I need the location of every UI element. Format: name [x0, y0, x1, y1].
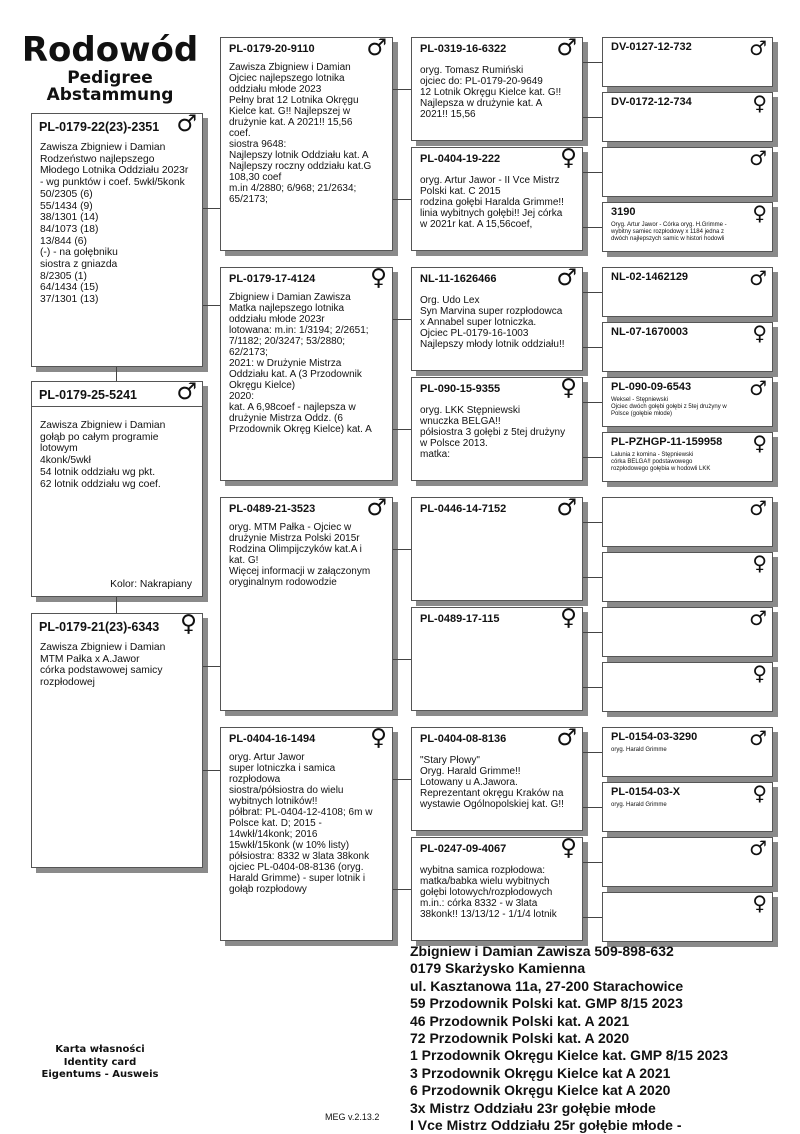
ring-number: DV-0172-12-734 [611, 96, 692, 108]
great-grandparent-card[interactable] [411, 377, 583, 481]
owner-line: 72 Przodownik Polski kat. A 2020 [410, 1030, 630, 1047]
connector-line [203, 666, 220, 667]
connector-line [583, 347, 602, 348]
female-symbol-icon: ♀ [752, 662, 767, 685]
connector-line [116, 367, 117, 381]
connector-line [583, 227, 602, 228]
pigeon-description: oryg. Harald Grimme [611, 747, 667, 753]
ring-number: DV-0127-12-732 [611, 41, 692, 53]
male-symbol-icon: ♂ [749, 267, 767, 290]
ring-number: PL-0404-19-222 [420, 153, 501, 165]
ring-number: PL-0319-16-6322 [420, 43, 507, 55]
ring-number: PL-0404-16-1494 [229, 733, 316, 745]
connector-line [116, 597, 117, 613]
pigeon-description: oryg. Artur Jawor - II Vce Mistrz Polski kat. C 2015 rodzina gołębi Haralda Grimme!! linia wybitnych gołębi!! Jej córka w 2021r kat. A 15,56coef, [420, 175, 564, 230]
great-great-grandparent-card[interactable] [602, 147, 773, 197]
great-great-grandparent-card[interactable] [602, 892, 773, 942]
pigeon-description: oryg. Artur Jawor super lotniczka i samica rozpłodowa siostra/półsiostra do wielu wybitnych lotników!! półbrat: PL-0404-12-4108; 6m w Polsce kat. D; 2015 - 14wkł/14konk; 2016 15wkł/15konk (w 10% listy) półsiostra: 8332 w 3lata 38konk ojciec PL-0404-08-8136 (oryg. Harald Grimme) - super lotnik i gołąb rozpłodowy [229, 752, 373, 895]
mother-card[interactable] [31, 613, 203, 868]
female-symbol-icon: ♀ [560, 837, 577, 861]
connector-line [393, 199, 411, 200]
male-symbol-icon: ♂ [749, 607, 767, 630]
grandparent-card[interactable] [220, 267, 393, 481]
female-symbol-icon: ♀ [370, 727, 387, 751]
great-great-grandparent-card[interactable] [602, 37, 773, 87]
great-grandparent-card[interactable] [411, 607, 583, 711]
great-grandparent-card[interactable] [411, 267, 583, 371]
male-symbol-icon: ♂ [749, 837, 767, 860]
connector-line [583, 687, 602, 688]
ring-number: PL-PZHGP-11-159958 [611, 436, 723, 448]
great-grandparent-card[interactable] [411, 147, 583, 251]
ring-number: PL-0179-21(23)-6343 [39, 620, 160, 634]
identity-card-label [0, 1044, 200, 1082]
female-symbol-icon: ♀ [752, 322, 767, 345]
great-great-grandparent-card[interactable] [602, 552, 773, 602]
ring-number: PL-0154-03-3290 [611, 731, 698, 743]
female-symbol-icon: ♀ [560, 147, 577, 171]
subtitle-en: Pedigree [67, 68, 153, 88]
pigeon-description: Zawisza Zbigniew i Damian Rodzeństwo najlepszego Młodego Lotnika Oddziału 2023r - wg punktów i coef. 5wkł/5konk 50/2305 (6) 55/1434 (9) 38/1301 (14) 84/1073 (18) 13/844 (6) (-) - na gołębniku siostra z gniazda 8/2305 (1) 64/1434 (15) 37/1301 (13) [40, 142, 189, 306]
female-symbol-icon: ♀ [370, 267, 387, 291]
ring-number: PL-090-09-6543 [611, 381, 692, 393]
ring-number: PL-0179-20-9110 [229, 43, 315, 55]
pigeon-description: Lalunia z komina - Stępniewski córka BELGA!! podstawowego rozpłodowego gołębia w hodowli LKK [611, 452, 711, 472]
owner-line: 59 Przodownik Polski kat. GMP 8/15 2023 [410, 995, 683, 1012]
ring-number: PL-0404-08-8136 [420, 733, 507, 745]
owner-line: 6 Przodownik Okręgu Kielce kat A 2020 [410, 1082, 671, 1099]
ring-number: PL-0154-03-X [611, 786, 681, 798]
great-great-grandparent-card[interactable] [602, 607, 773, 657]
male-symbol-icon: ♂ [366, 497, 387, 521]
ring-number: PL-0179-22(23)-2351 [39, 120, 160, 134]
pigeon-description: wybitna samica rozpłodowa: matka/babka wielu wybitnych gołębi lotowych/rozpłodowych m.in.: córka 8332 - w 3lata 38konk!! 13/13/12 - 1/1/4 lotnik [420, 865, 557, 920]
father-card[interactable] [31, 381, 203, 597]
pigeon-description: Zbigniew i Damian Zawisza Matka najlepszego lotnika oddziału młode 2023r lotowana: m.in: 1/3194; 2/2651; 7/1182; 20/3247; 53/2880; 62/2173; 2021: w Drużynie Mistrza Oddziału kat. A (3 Przodownik Okręgu Kielce) 2020: kat. A 6,98coef - najlepsza w drużynie Mistrza Oddz. (6 Przodownik Okręg Kielce) kat. A [229, 292, 372, 435]
ring-number: PL-0489-21-3523 [229, 503, 316, 515]
connector-line [583, 62, 602, 63]
great-grandparent-card[interactable] [411, 727, 583, 831]
header-divider [32, 406, 202, 407]
great-great-grandparent-card[interactable] [602, 727, 773, 777]
ring-number: PL-0179-17-4124 [229, 273, 316, 285]
ring-number: NL-02-1462129 [611, 271, 689, 283]
connector-line [583, 632, 602, 633]
owner-line: 46 Przodownik Polski kat. A 2021 [410, 1012, 630, 1029]
ring-number: PL-0247-09-4067 [420, 843, 507, 855]
great-great-grandparent-card[interactable] [602, 322, 773, 372]
connector-line [583, 577, 602, 578]
connector-line [583, 522, 602, 523]
great-grandparent-card[interactable] [411, 837, 583, 941]
great-great-grandparent-card[interactable] [602, 662, 773, 712]
connector-line [583, 862, 602, 863]
ring-number: NL-07-1670003 [611, 326, 689, 338]
owner-info [410, 943, 728, 1134]
connector-line [583, 172, 602, 173]
owner-line: 0179 Skarżysko Kamienna [410, 960, 586, 977]
pigeon-description: oryg. Tomasz Rumiński ojciec do: PL-0179-20-9649 12 Lotnik Okręgu Kielce kat. G!! Najlepsza w drużynie kat. A 2021!! 15,56 [420, 65, 562, 120]
female-symbol-icon: ♀ [180, 613, 197, 637]
great-grandparent-card[interactable] [411, 37, 583, 141]
great-great-grandparent-card[interactable] [602, 432, 773, 482]
pigeon-description: Oryg. Artur Jawor - Córka oryg. H.Grimme - wybitny samiec rozpłodowy x 1184 jedna z dwóch najlepszych samic w histori hodowli [611, 222, 727, 242]
ring-number: PL-0446-14-7152 [420, 503, 507, 515]
owner-line: 1 Przodownik Okręgu Kielce kat. GMP 8/15 2023 [410, 1047, 728, 1064]
pigeon-card[interactable] [31, 113, 203, 367]
card-line-en: Identity card [63, 1056, 137, 1068]
pigeon-description: Zawisza Zbigniew i Damian gołąb po całym programie lotowym 4konk/5wkł 54 lotnik oddziału wg pkt. 62 lotnik oddziału wg coef. [40, 420, 166, 490]
male-symbol-icon: ♂ [749, 497, 767, 520]
male-symbol-icon: ♂ [749, 147, 767, 170]
page-title: Rodowód [21, 30, 199, 70]
male-symbol-icon: ♂ [556, 497, 577, 521]
pigeon-description: Zawisza Zbigniew i Damian Ojciec najlepszego lotnika oddziału młode 2023 Pełny brat 12 Lotnika Okręgu Kielce kat. G!! Najlepszej w drużynie kat. A 2021!! 15,56 coef. siostra 9648: Najlepszy lotnik Oddziału kat. A Najlepszy roczny oddziału kat.G 108,30 coef m.in 4/2880; 6/968; 21/2634; 65/2173; [229, 62, 372, 205]
connector-line [203, 208, 220, 209]
great-great-grandparent-card[interactable] [602, 92, 773, 142]
owner-line: ul. Kasztanowa 11a, 27-200 Starachowice [410, 977, 684, 994]
male-symbol-icon: ♂ [556, 727, 577, 751]
connector-line [393, 429, 411, 430]
great-great-grandparent-card[interactable] [602, 267, 773, 317]
connector-line [583, 402, 602, 403]
great-great-grandparent-card[interactable] [602, 377, 773, 427]
connector-line [583, 457, 602, 458]
female-symbol-icon: ♀ [560, 607, 577, 631]
male-symbol-icon: ♂ [176, 113, 197, 137]
card-line-de: Eigentums - Ausweis [41, 1069, 159, 1080]
owner-line: I Vce Mistrz Oddziału 25r gołębie młode - [410, 1117, 682, 1134]
male-symbol-icon: ♂ [556, 267, 577, 291]
connector-line [393, 319, 411, 320]
male-symbol-icon: ♂ [556, 37, 577, 61]
ring-number: NL-11-1626466 [420, 273, 497, 285]
female-symbol-icon: ♀ [752, 552, 767, 575]
great-grandparent-card[interactable] [411, 497, 583, 601]
connector-line [203, 305, 220, 306]
female-symbol-icon: ♀ [560, 377, 577, 401]
pigeon-description: Weksel - Stępniewski Ojciec dwóch gołębi gołębi z 5tej drużyny w Polsce (gołębie młode) [611, 397, 727, 417]
connector-line [583, 117, 602, 118]
connector-line [393, 89, 411, 90]
connector-line [583, 752, 602, 753]
ring-number: 3190 [611, 206, 636, 218]
version-label: MEG v.2.13.2 [325, 1112, 380, 1122]
subtitle-de: Abstammung [46, 85, 174, 105]
ring-number: PL-0489-17-115 [420, 613, 500, 625]
female-symbol-icon: ♀ [752, 92, 767, 115]
male-symbol-icon: ♂ [749, 37, 767, 60]
connector-line [393, 889, 411, 890]
pigeon-description: oryg. LKK Stępniewski wnuczka BELGA!! półsiostra 3 gołębi z 5tej drużyny w Polsce 2013. matka: [420, 405, 566, 460]
female-symbol-icon: ♀ [752, 432, 767, 455]
male-symbol-icon: ♂ [749, 727, 767, 750]
pigeon-description: "Stary Płowy" Oryg. Harald Grimme!! Lotowany u A.Jawora. Reprezentant okręgu Kraków na wystawie Ogólnopolskiej kat. G!! [420, 755, 564, 810]
male-symbol-icon: ♂ [366, 37, 387, 61]
great-great-grandparent-card[interactable] [602, 782, 773, 832]
ring-number: PL-090-15-9355 [420, 383, 501, 395]
pigeon-description: oryg. Harald Grimme [611, 802, 667, 808]
great-great-grandparent-card[interactable] [602, 497, 773, 547]
pigeon-description: Org. Udo Lex Syn Marvina super rozpłodowca x Annabel super lotniczka. Ojciec PL-0179-16-1003 Najlepszy młody lotnik oddziału!! [420, 295, 565, 350]
grandparent-card[interactable] [220, 497, 393, 711]
connector-line [583, 917, 602, 918]
male-symbol-icon: ♂ [749, 377, 767, 400]
ring-number: PL-0179-25-5241 [39, 388, 137, 402]
grandparent-card[interactable] [220, 37, 393, 251]
owner-line: 3x Mistrz Oddziału 23r gołębie młode [410, 1099, 656, 1116]
pigeon-description: Zawisza Zbigniew i Damian MTM Pałka x A.Jawor córka podstawowej samicy rozpłodowej [40, 642, 166, 689]
grandparent-card[interactable] [220, 727, 393, 941]
connector-line [393, 659, 411, 660]
pigeon-description: oryg. MTM Pałka - Ojciec w drużynie Mistrza Polski 2015r Rodzina Olimpijczyków kat.A i kat. G! Więcej informacji w załączonym oryginalnym rodowodzie [229, 522, 371, 588]
connector-line [203, 770, 220, 771]
connector-line [393, 779, 411, 780]
connector-line [583, 807, 602, 808]
male-symbol-icon: ♂ [176, 381, 197, 405]
female-symbol-icon: ♀ [752, 892, 767, 915]
connector-line [393, 549, 411, 550]
great-great-grandparent-card[interactable] [602, 837, 773, 887]
female-symbol-icon: ♀ [752, 782, 767, 805]
great-great-grandparent-card[interactable] [602, 202, 773, 252]
pigeon-color: Kolor: Nakrapiany [110, 579, 192, 590]
connector-line [583, 292, 602, 293]
card-line-pl: Karta własności [55, 1044, 145, 1055]
owner-line: Zbigniew i Damian Zawisza 509-898-632 [410, 943, 674, 959]
owner-line: 3 Przodownik Okręgu Kielce kat A 2021 [410, 1064, 671, 1081]
female-symbol-icon: ♀ [752, 202, 767, 225]
